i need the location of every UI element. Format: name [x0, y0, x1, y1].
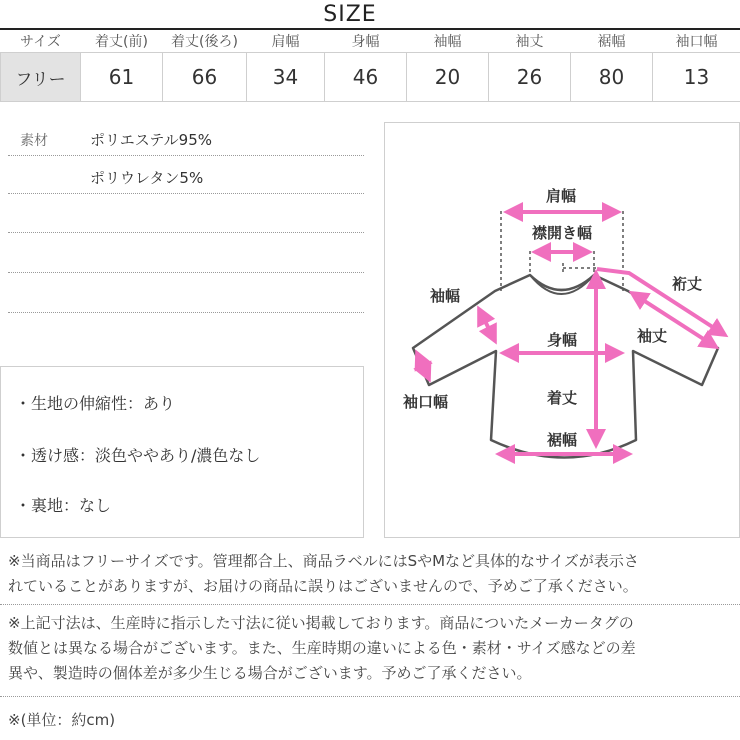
label-hem: 裾幅 [546, 431, 578, 449]
property-sheerness: ・透け感：淡色ややあり/濃色なし [15, 446, 261, 465]
note-divider-1 [0, 604, 740, 605]
size-cell-sleeve-width: 20 [407, 53, 489, 102]
garment-diagram-svg [385, 123, 739, 537]
size-header-sleeve-width: 袖幅 [433, 34, 462, 50]
material-divider-3 [8, 232, 364, 233]
note-free-size [8, 549, 738, 599]
fabric-properties-box [0, 366, 364, 538]
note-measurements-line-2: 数値とは異なる場合がございます。また、生産時期の違いによる色・素材・サイズ感などの差 [8, 639, 636, 657]
label-length: 着丈 [546, 389, 578, 407]
size-table-header-row [1, 30, 740, 53]
material-value-2: ポリウレタン5% [90, 169, 204, 187]
size-header-shoulder: 肩幅 [271, 34, 300, 50]
label-sleeve-width: 袖幅 [430, 287, 461, 305]
material-label: 素材 [20, 133, 48, 149]
note-divider-2 [0, 696, 740, 697]
size-header-hem: 裾幅 [597, 34, 626, 50]
note-unit [8, 708, 738, 733]
size-header-length-back: 着丈(後ろ) [171, 34, 238, 50]
label-body-width: 身幅 [546, 331, 578, 349]
property-lining: ・裏地：なし [15, 496, 112, 515]
label-yuki: 裄丈 [672, 275, 703, 293]
note-unit-line: ※(単位：約cm) [8, 711, 116, 729]
size-header-sleeve-length: 袖丈 [515, 34, 544, 50]
size-table-row [1, 53, 740, 102]
material-divider-1 [8, 155, 364, 156]
cuff-arrow [417, 353, 429, 379]
measurement-diagram [384, 122, 740, 538]
material-divider-5 [8, 312, 364, 313]
label-cuff: 袖口幅 [403, 393, 449, 411]
note-free-size-line-2: れていることがありますが、お届けの商品に誤りはございませんので、予めご了承ください。 [8, 577, 638, 595]
size-table [0, 30, 740, 102]
material-divider-2 [8, 193, 364, 194]
size-cell-sleeve-length: 26 [489, 53, 571, 102]
material-value-1: ポリエステル95% [90, 131, 212, 149]
size-header-length-front: 着丈(前) [95, 34, 148, 50]
material-divider-4 [8, 272, 364, 273]
label-neck: 襟開き幅 [531, 224, 593, 242]
size-cell-shoulder: 34 [247, 53, 325, 102]
size-cell-length-back: 66 [163, 53, 247, 102]
size-cell-cuff: 13 [653, 53, 740, 102]
size-title: SIZE [323, 2, 377, 27]
note-measurements-line-1: ※上記寸法は、生産時に指示した寸法に従い掲載しております。商品についたメーカータグの [8, 614, 634, 632]
note-measurements-line-3: 異や、製造時の個体差が多少生じる場合がございます。予めご了承ください。 [8, 664, 532, 682]
size-header-cuff: 袖口幅 [675, 34, 718, 50]
note-measurements [8, 611, 738, 686]
yuki-arrow [597, 269, 725, 335]
sleeve-width-arrow [479, 309, 495, 341]
note-free-size-line-1: ※当商品はフリーサイズです。管理都合上、商品ラベルにはSやMなど具体的なサイズが表示さ [8, 552, 639, 570]
size-cell-hem: 80 [571, 53, 653, 102]
property-stretch: ・生地の伸縮性：あり [15, 394, 176, 413]
size-header-body-width: 身幅 [351, 34, 380, 50]
label-sleeve-length: 袖丈 [637, 327, 668, 345]
size-cell-body-width: 46 [325, 53, 407, 102]
size-cell-size: フリー [1, 53, 81, 102]
size-header-size: サイズ [20, 34, 61, 50]
label-shoulder: 肩幅 [545, 187, 577, 205]
size-cell-length-front: 61 [81, 53, 163, 102]
